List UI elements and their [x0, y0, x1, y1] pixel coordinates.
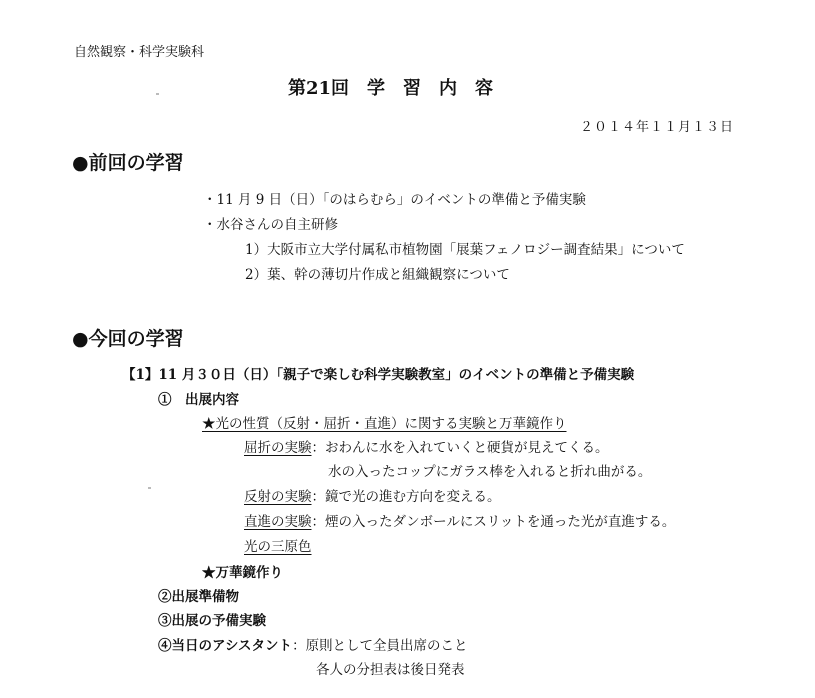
experiment-row — [328, 466, 651, 480]
experiment-sep: ： — [311, 514, 325, 530]
exhibit-materials-heading: ②出展準備物 — [158, 589, 239, 605]
previous-section-heading: ●前回の学習 — [72, 152, 184, 174]
experiment-text: 水の入ったコップにガラス棒を入れると折れ曲がる。 — [328, 464, 652, 480]
assistant-sep: ： — [292, 638, 306, 654]
experiment-row — [244, 491, 501, 505]
scan-speck — [148, 487, 151, 489]
experiment-label: 光の三原色 — [244, 539, 312, 555]
kaleidoscope-item: ★万華鏡作り — [202, 565, 283, 581]
experiment-label: 直進の実験 — [244, 514, 312, 530]
previous-item-1: ・11 月 9 日（日）「のはらむら」のイベントの準備と予備実験 — [203, 192, 586, 208]
assistant-text: 原則として全員出席のこと — [305, 638, 468, 654]
page-title: 第21回 学 習 内 容 — [288, 78, 494, 99]
exhibit-content-heading: ① 出展内容 — [158, 392, 239, 408]
current-topic: 【1】11 月３０日（日）「親子で楽しむ科学実験教室」のイベントの準備と予備実験 — [122, 367, 635, 383]
experiment-text: 鏡で光の進む方向を変える。 — [325, 489, 501, 505]
experiment-text: おわんに水を入れていくと硬貨が見えてくる。 — [325, 440, 609, 456]
experiment-sep: ： — [311, 440, 325, 456]
previous-item-2: ・水谷さんの自主研修 — [203, 217, 338, 233]
light-properties-item: ★光の性質（反射・屈折・直進）に関する実験と万華鏡作り — [202, 416, 567, 432]
previous-subitem-1: 1）大阪市立大学付属私市植物園「展葉フェノロジー調査結果」について — [245, 242, 685, 258]
subject-header: 自然観察・科学実験科 — [74, 45, 205, 60]
assistant-row — [158, 640, 468, 654]
document-date: ２０１４年１１月１３日 — [580, 120, 735, 135]
experiment-row — [244, 541, 312, 555]
experiment-sep: ： — [311, 489, 325, 505]
scan-speck — [156, 93, 159, 95]
experiment-text: 煙の入ったダンボールにスリットを通った光が直進する。 — [325, 514, 676, 530]
previous-subitem-2: 2）葉、幹の薄切片作成と組織観察について — [245, 267, 510, 283]
assistant-note: 各人の分担表は後日発表 — [316, 662, 465, 678]
experiment-label: 反射の実験 — [244, 489, 312, 505]
current-section-heading: ●今回の学習 — [72, 328, 184, 350]
experiment-label: 屈折の実験 — [244, 440, 312, 456]
experiment-row — [244, 516, 675, 530]
assistant-heading: ④当日のアシスタント — [158, 638, 293, 654]
exhibit-preliminary-experiment-heading: ③出展の予備実験 — [158, 613, 266, 629]
experiment-row — [244, 442, 609, 456]
